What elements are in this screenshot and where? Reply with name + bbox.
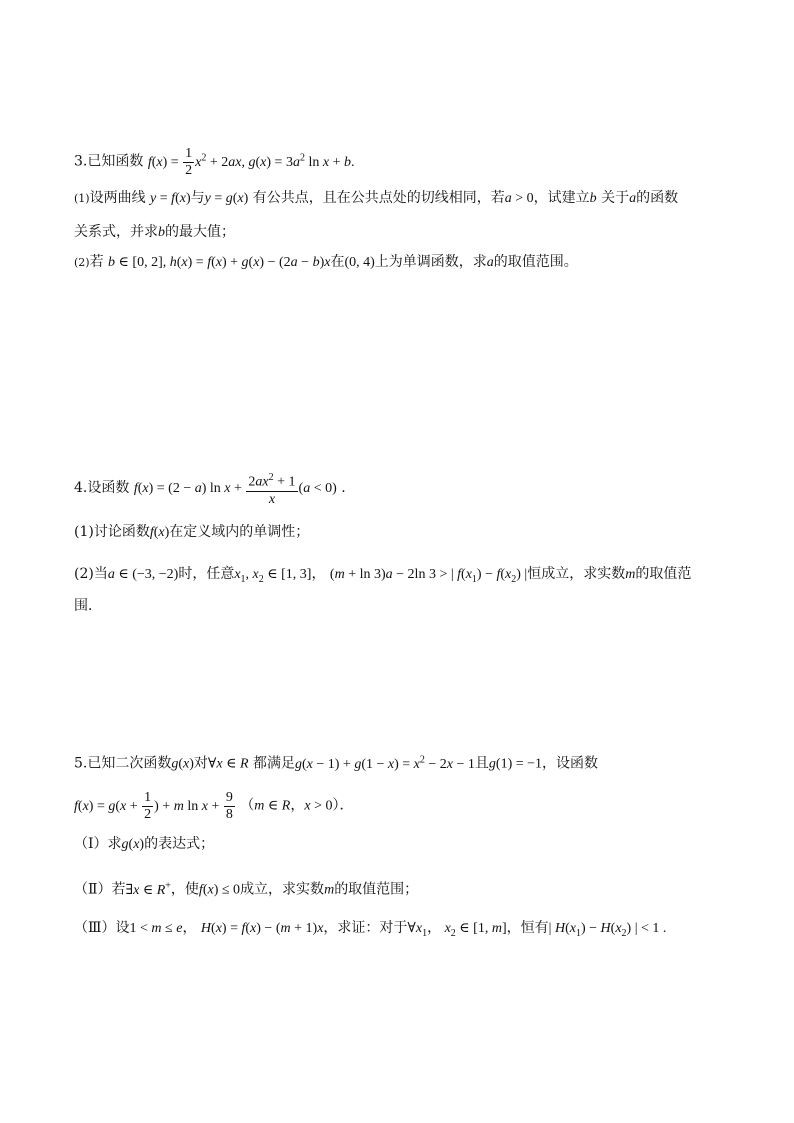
q5-part1: （Ⅰ）求g(x)的表达式； [74, 836, 215, 852]
q3-sub2: (2)若 b ∈ [0, 2], h(x) = f(x) + g(x) − (2a − b)x在(0, 4)上为单调函数，求a的取值范围。 [74, 254, 578, 270]
q5-part3: （Ⅲ）设1 < m ≤ e， H(x) = f(x) − (m + 1)x，求证：对于$\forall x_1$， $x_2$ ∈ [1, m]，恒有| $H(x_1) - H(x_2)$ | < 1 . [74, 920, 667, 939]
q3-stem-prefix: 已知函数 [87, 153, 144, 170]
q4-stem: 4.设函数 f(x) = (2 − a) ln x + $\frac{2ax^2 + 1}{x}$ (a < 0) . [74, 472, 346, 507]
q5-stem-line2: f(x) = g(x + $\frac{1}{2}$ ) + m ln x + $\frac{9}{8}$ （m ∈ R，x > 0）． [74, 790, 354, 822]
q3-number: 3. [74, 153, 88, 170]
q4-sub1: (1)讨论函数f(x)在定义域内的单调性； [74, 524, 310, 540]
q5-part2: （Ⅱ）若∃x ∈ R+，使f(x) ≤ 0成立，求实数m的取值范围； [74, 880, 419, 898]
q4-sub2: (2)当a ∈ (−3, −2)时，任意$x_1$, $x_2$ ∈ [1, 3]， (m + ln 3)a − 2ln 3 > | $f(x_1) - f(x_2)$ |恒成立，求实数m的取值范 [74, 566, 692, 585]
q3-sub1: (1)设两曲线 y = f(x)与y = g(x) 有公共点，且在公共点处的切线相同，若a > 0，试建立b 关于a的函数 [74, 190, 679, 206]
q3-sub1-line2: 关系式，并求b的最大值； [74, 224, 235, 240]
q5-stem: 5.已知二次函数g(x)对∀x ∈ R 都满足$g(x - 1) + g(1 - x) = x^2 - 2x - 1$且g(1) = −1，设函数 [74, 754, 599, 772]
q4-sub2-line2: 围． [74, 598, 102, 614]
q3-formula: f(x) = $\frac{1}{2}$ $x^2 + 2ax$, $g(x) = 3a^2$ ln x + b. [147, 146, 355, 178]
q3-stem [74, 146, 354, 179]
